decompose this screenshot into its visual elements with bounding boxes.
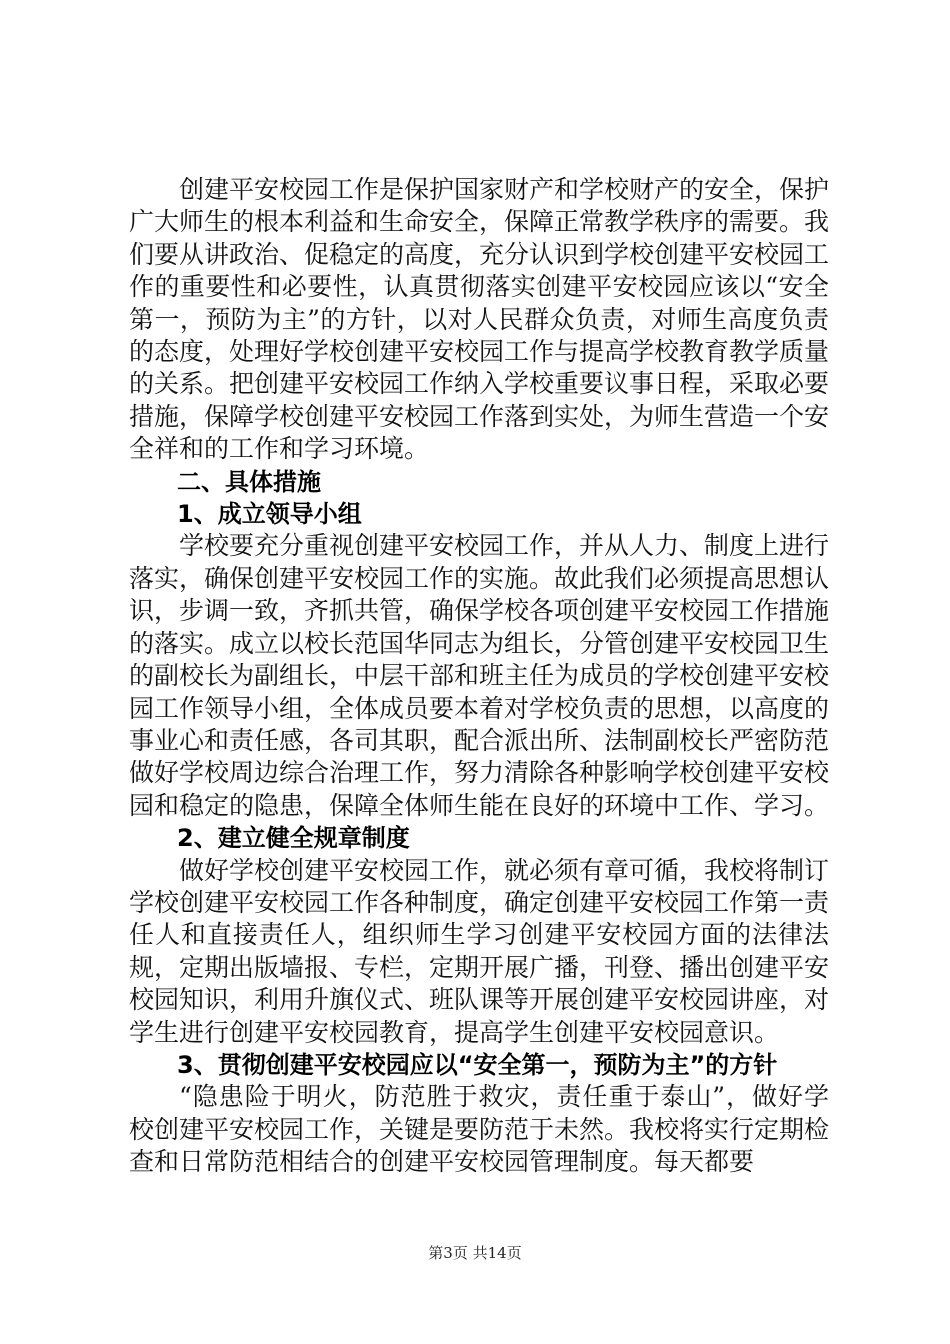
section-heading-measures: 二、具体措施	[177, 467, 321, 496]
subheading-leadership-group: 1、成立领导小组	[177, 500, 362, 529]
paragraph-leadership-group: 学校要充分重视创建平安校园工作，并从人力、制度上进行落实，确保创建平安校园工作的实施。故此我们必须提高思想认识，步调一致，齐抓共管，确保学校各项创建平安校园工作措施的落实。成立以校长范国华同志为组长，分管创建平安校园卫生的副校长为副组长，中层干部和班主任为成员的学校创建平安校园工作领导小组，全体成员要本着对学校负责的思想，以高度的事业心和责任感，各司其职，配合派出所、法制副校长严密防范做好学校周边综合治理工作，努力清除各种影响学校创建平安校园和稳定的隐患，保障全体师生能在良好的环境中工作、学习。	[129, 531, 830, 820]
page-number-footer: 第3页 共14页	[428, 1244, 522, 1262]
paragraph-regulations: 做好学校创建平安校园工作，就必须有章可循，我校将制订学校创建平安校园工作各种制度，确定创建平安校园工作第一责任人和直接责任人，组织师生学习创建平安校园方面的法律法规，定期出版墙报、专栏，定期开展广播，刊登、播出创建平安校园知识，利用升旗仪式、班队课等开展创建平安校园讲座，对学生进行创建平安校园教育，提高学生创建平安校园意识。	[129, 855, 830, 1047]
paragraph-intro: 创建平安校园工作是保护国家财产和学校财产的安全，保护广大师生的根本利益和生命安全，保障正常教学秩序的需要。我们要从讲政治、促稳定的高度，充分认识到学校创建平安校园工作的重要性和必要性，认真贯彻落实创建平安校园应该以“安全第一，预防为主”的方针，以对人民群众负责，对师生高度负责的态度，处理好学校创建平安校园工作与提高学校教育教学质量的关系。把创建平安校园工作纳入学校重要议事日程，采取必要措施，保障学校创建平安校园工作落到实处，为师生营造一个安全祥和的工作和学习环境。	[129, 175, 830, 464]
paragraph-safety-policy: “隐患险于明火，防范胜于救灾，责任重于泰山”，做好学校创建平安校园工作，关键是要防范于未然。我校将实行定期检查和日常防范相结合的创建平安校园管理制度。每天都要	[129, 1082, 830, 1177]
subheading-regulations: 2、建立健全规章制度	[177, 824, 410, 853]
subheading-safety-policy: 3、贯彻创建平安校园应以“安全第一，预防为主”的方针	[177, 1050, 778, 1079]
document-body	[129, 174, 829, 1179]
